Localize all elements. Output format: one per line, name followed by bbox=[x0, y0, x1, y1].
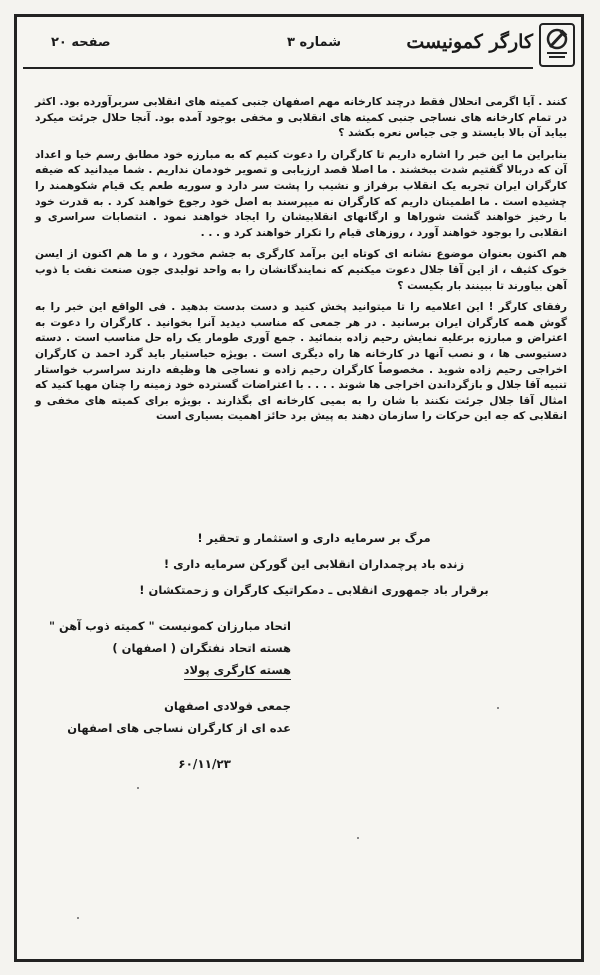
slogan-2: زنده باد پرچمداران انقلابی این گورکن سرمایه داری ! bbox=[163, 557, 465, 571]
hammer-sickle-icon bbox=[543, 27, 571, 63]
article-body bbox=[35, 95, 567, 431]
signatory-group-2 bbox=[41, 695, 291, 739]
document-page bbox=[14, 14, 584, 962]
print-speck bbox=[497, 707, 499, 709]
print-speck bbox=[137, 787, 139, 789]
paragraph-2: بنابراین ما این خبر را اشاره داریم تا کارگران را دعوت کنیم که به مبارزه خود مطابق رسم خیا و اعداد آن که دربالا گفتیم شدت ببخشند . ما اصلا قصد ارزیابی و تصویر خودمان نداریم . شما میدانید که ضیفه کارگران ایران تجربه یک انقلاب برفراز و نشیب را پشت سر دارد و سوریه طعم یک قیام شکوهمند را چشیده است . ما اطمینان داریم که کارگران نه میپرسند به اصل خود رجوع خواهند کرد . به قدرت خود با رخیز خواهند گشت شوراها و ارگانهای انقلابیشان را ایجاد خواهند نمود . انتصابات سراسری و انقلابی را بوجود خواهند آورد ، روزهای قیام را تکرار خواهند کرد و . . . bbox=[35, 148, 567, 239]
print-speck bbox=[357, 837, 359, 839]
signatory-line: عده ای از کارگران نساجی های اصفهان bbox=[67, 721, 291, 735]
paragraph-4: رفقای کارگر ! این اعلامیه را تا میتوانید پخش کنید و دست بدست بدهید . فی الواقع این خبر را به گوش همه کارگران ایران برسانید . در هر جمعی که مناسب دیدید آنرا بخوانید . کارگران را دعوت به اعتراض و مبارزه برعلیه نمایش رحیم زاده بنمائید . جمع آوری طومار یک راه حل مناسب است . دسته دستیوسی ها ، و نصب آنها در کارخانه ها راه دیگری است . بویژه حیاستیار باید گرد احمد ن کارگران اخراجی رحیم زاده شوید . مخصوصاً کارگران رحیم زاده و نساجی ها وظیفه دارند سراسرب خواستار تنبیه آقا جلال و بازگرداندن اخراجی ها شوند . . . . با اعتراضات گسترده خود زمینه را چنان مهیا کنید که امثال آقا جلال جرئت نکنند با شان را به بمیی کارخانه ای بگذارند . بویژه برای کمیته های مخفی و انقلابی که جه این حرکات را سازمان دهند به پیش برد حائز اهمیت بسیاری است bbox=[35, 301, 567, 423]
signatory-line: هسته کارگری پولاد bbox=[184, 661, 291, 680]
page-number: صفحه ۲۰ bbox=[51, 35, 111, 50]
paragraph-3: هم اکنون بعنوان موضوع نشانه ای کوتاه این برآمد کارگری به جشم مخورد ، و ما هم اکنون از ایسن خوک کثیف ، از این آقا جلال دعوت میکنیم که نمایندگانشان را به واحد تولیدی جون صنعت نفت یا ذوب آهن بیاورند تا ببینند بار بکیست ؟ bbox=[35, 248, 567, 292]
print-speck bbox=[77, 917, 79, 919]
signatory-line: جمعی فولادی اصفهان bbox=[164, 699, 291, 713]
header-rule bbox=[23, 67, 533, 69]
signatory-line: هسته اتحاد نفتگران ( اصفهان ) bbox=[112, 641, 291, 655]
signatory-group-1 bbox=[41, 615, 291, 681]
hammer-sickle-logo bbox=[539, 23, 575, 67]
issue-date: ۶۰/۱۱/۲۳ bbox=[178, 757, 231, 771]
signatory-line: اتحاد مبارزان کمونیست " کمیته ذوب آهن " bbox=[48, 619, 291, 633]
newsletter-header bbox=[17, 17, 581, 77]
masthead-title: کارگر کمونیست bbox=[406, 31, 533, 53]
issue-number: شماره ۳ bbox=[287, 35, 342, 50]
slogans-block bbox=[107, 525, 521, 603]
paragraph-1: کنند . آیا اگرمی انحلال فقط درچند کارخانه مهم اصفهان جنبی کمیته های انقلابی سربرآورده بود. اکثر در تمام کارخانه های نساجی جنبی کمیته های انقلابی و مخفی بوجود آمده بود. آنجا حلال جرئت میکرد بیاید آن بالا بایستد و جی جیاس نعره بکشد ؟ bbox=[35, 96, 567, 140]
signatories-block bbox=[41, 615, 291, 775]
slogan-1: مرگ بر سرمایه داری و استثمار و تحقیر ! bbox=[197, 531, 431, 545]
slogan-3: برقرار باد جمهوری انقلابی ـ دمکراتیک کارگران و زحمتکشان ! bbox=[139, 583, 489, 597]
